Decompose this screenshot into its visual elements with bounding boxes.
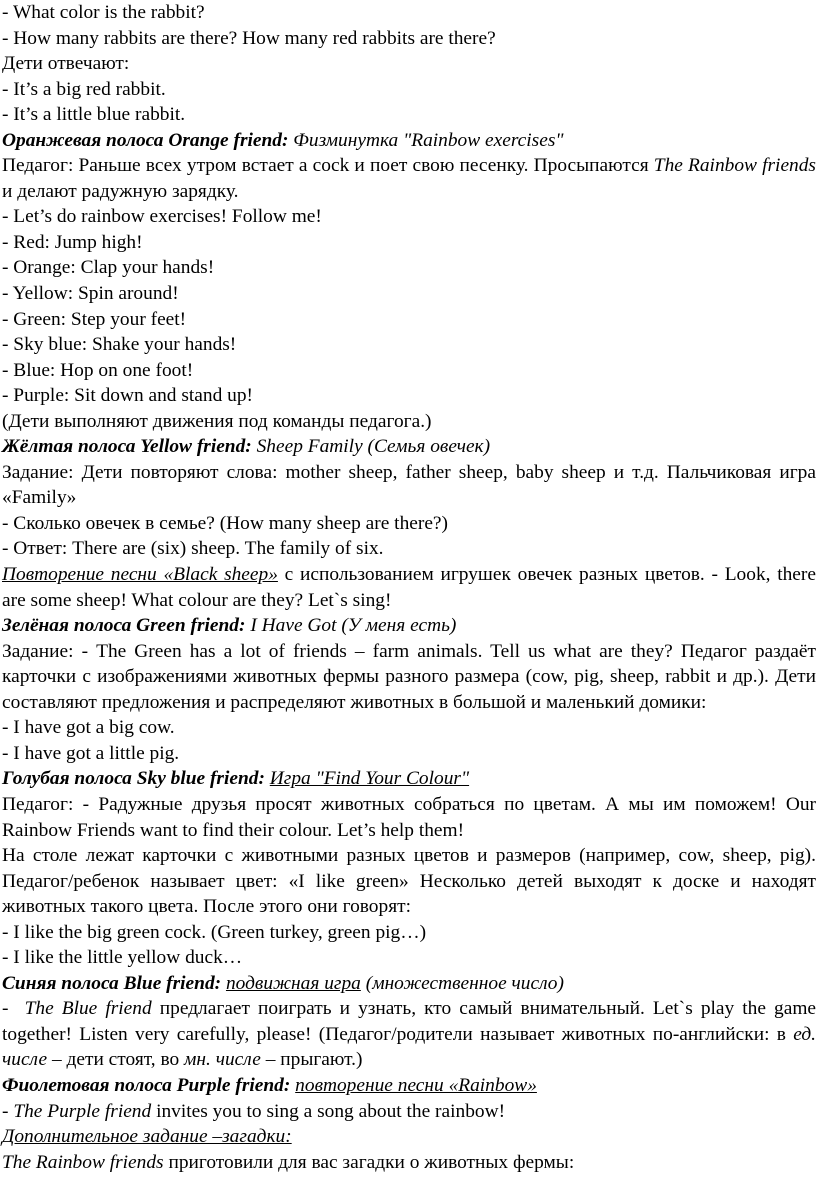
- heading-subtitle: Игра "Find Your Colour": [269, 768, 470, 790]
- paragraph: На столе лежат карточки с животными разных цветов и размеров (например, cow, sheep, pig). Педагог/ребенок называет цвет: «I like green» Несколько детей выходят к доске и находят животных такого цвета. После этого они говорят:: [2, 845, 816, 918]
- section-heading-yellow: [2, 434, 816, 460]
- dialog-line: - Сколько овечек в семье? (How many sheep are there?): [2, 512, 448, 534]
- extra-task-heading: Дополнительное задание –загадки:: [2, 1126, 292, 1148]
- dialog-line: - It’s a little blue rabbit.: [2, 104, 186, 126]
- dialog-line: - Let’s do rainbow exercises! Follow me!: [2, 206, 322, 228]
- dialog-line: - I have got a little pig.: [2, 742, 180, 764]
- heading-subtitle: I Have Got (У меня есть): [250, 615, 457, 637]
- paragraph: - The Blue friend предлагает поиграть и узнать, кто самый внимательный. Let`s play the game together! Listen very carefully, please! (Педагог/родители называет животных по-английски: в ед. числе – дети стоят, во мн. числе – прыгают.): [2, 998, 816, 1071]
- dialog-line: - Orange: Clap your hands!: [2, 257, 215, 279]
- dialog-line: - It’s a big red rabbit.: [2, 78, 166, 100]
- heading-subtitle: повторение песни «Rainbow»: [295, 1074, 537, 1096]
- section-heading-sky-blue: [2, 766, 816, 792]
- text-line: (Дети выполняют движения под команды педагога.): [2, 410, 432, 432]
- paragraph: Повторение песни «Black sheep» с использованием игрушек овечек разных цветов. - Look, there are some sheep! What colour are they? Let`s sing!: [2, 564, 816, 611]
- dialog-line: - Sky blue: Shake your hands!: [2, 334, 237, 356]
- dialog-line: - Green: Step your feet!: [2, 308, 187, 330]
- paragraph: Задание: Дети повторяют слова: mother sheep, father sheep, baby sheep и т.д. Пальчиковая игра «Family»: [2, 461, 816, 509]
- heading-label: Зелёная полоса Green friend:: [2, 615, 246, 637]
- dialog-line: - How many rabbits are there? How many red rabbits are there?: [2, 27, 496, 49]
- paragraph: The Rainbow friends приготовили для вас загадки о животных фермы:: [2, 1151, 575, 1173]
- heading-label: Жёлтая полоса Yellow friend:: [2, 436, 252, 458]
- section-heading-purple: [2, 1073, 816, 1099]
- heading-label: Синяя полоса Blue friend:: [2, 972, 222, 994]
- heading-note: (множественное число): [365, 972, 564, 994]
- paragraph: Задание: - The Green has a lot of friends – farm animals. Tell us what are they? Педагог раздаёт карточки с изображениями животных фермы разного размера (cow, pig, sheep, rabbit и др.). Дети составляют предложения и распределяют животных в большой и маленький домики:: [2, 640, 816, 713]
- dialog-line: - Blue: Hop on one foot!: [2, 359, 194, 381]
- heading-label: Голубая полоса Sky blue friend:: [2, 768, 265, 790]
- heading-subtitle: Sheep Family (Семья овечек): [256, 436, 491, 458]
- dialog-line: - Purple: Sit down and stand up!: [2, 385, 253, 407]
- dialog-line: - I like the big green cock. (Green turkey, green pig…): [2, 921, 427, 943]
- text-line: Дети отвечают:: [2, 53, 130, 75]
- dialog-line: - Ответ: There are (six) sheep. The family of six.: [2, 538, 384, 560]
- section-heading-blue: [2, 971, 816, 997]
- section-heading-green: [2, 613, 816, 639]
- heading-label: Фиолетовая полоса Purple friend:: [2, 1074, 291, 1096]
- dialog-line: - I have got a big cow.: [2, 717, 175, 739]
- dialog-line: - I like the little yellow duck…: [2, 947, 243, 969]
- heading-subtitle: Физминутка "Rainbow exercises": [293, 129, 564, 151]
- paragraph: Педагог: Раньше всех утром встает a cock и поет свою песенку. Просыпаются The Rainbow friends и делают радужную зарядку.: [2, 155, 816, 202]
- dialog-line: - Yellow: Spin around!: [2, 283, 179, 305]
- heading-label: Оранжевая полоса Orange friend:: [2, 129, 289, 151]
- paragraph: Педагог: - Радужные друзья просят животных собраться по цветам. А мы им поможем! Our Rainbow Friends want to find their colour. Let’s help them!: [2, 793, 816, 841]
- dialog-line: - Red: Jump high!: [2, 231, 143, 253]
- heading-subtitle: подвижная игра: [225, 972, 361, 994]
- paragraph: - The Purple friend invites you to sing a song about the rainbow!: [2, 1100, 506, 1122]
- section-heading-orange: [2, 128, 816, 154]
- dialog-line: - What color is the rabbit?: [2, 2, 205, 23]
